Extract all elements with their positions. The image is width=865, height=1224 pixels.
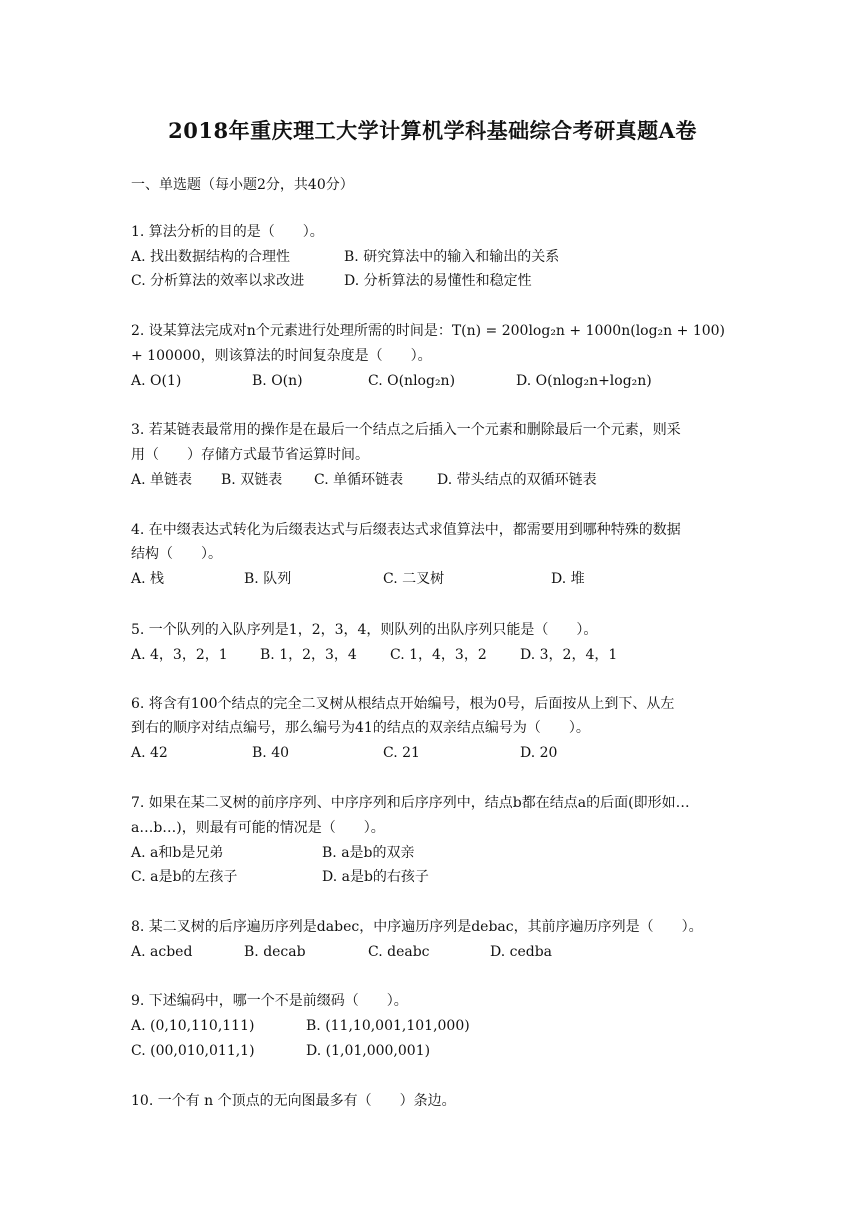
question-2-stem-line1: 2. 设某算法完成对n个元素进行处理所需的时间是：T(n) = 200log₂n + 1000n(log₂n + 100) (131, 323, 726, 339)
question-5-option-d: D. 3，2，4，1 (520, 647, 618, 663)
question-9-stem: 9. 下述编码中，哪一个不是前缀码（ ）。 (131, 993, 408, 1009)
question-1-option-c: C. 分析算法的效率以求改进 (131, 273, 305, 289)
question-7-stem-line2: a…b…)，则最有可能的情况是（ ）。 (131, 820, 385, 836)
question-4-stem-line1: 4. 在中缀表达式转化为后缀表达式与后缀表达式求值算法中，都需要用到哪种特殊的数据 (131, 522, 681, 538)
question-8-option-c: C. deabc (368, 944, 430, 960)
question-3-option-c: C. 单循环链表 (314, 472, 404, 488)
page-title: 2018年重庆理工大学计算机学科基础综合考研真题A卷 (168, 118, 697, 143)
question-6-option-a: A. 42 (131, 745, 168, 761)
question-8-stem: 8. 某二叉树的后序遍历序列是dabec，中序遍历序列是debac，其前序遍历序列是（ ）。 (131, 919, 703, 935)
question-6-stem-line2: 到右的顺序对结点编号，那么编号为41的结点的双亲结点编号为（ ）。 (131, 720, 590, 736)
question-9-option-b: B. (11,10,001,101,000) (306, 1018, 470, 1034)
question-2-option-a: A. O(1) (131, 373, 182, 389)
question-7-option-a: A. a和b是兄弟 (131, 845, 224, 861)
question-4-option-d: D. 堆 (551, 571, 585, 587)
question-4-stem-line2: 结构（ ）。 (131, 546, 222, 562)
question-8-option-b: B. decab (244, 944, 306, 960)
question-8-option-d: D. cedba (490, 944, 553, 960)
question-10-stem: 10. 一个有 n 个顶点的无向图最多有（ ）条边。 (131, 1093, 456, 1109)
question-1-option-d: D. 分析算法的易懂性和稳定性 (344, 273, 532, 289)
question-1-option-b: B. 研究算法中的输入和输出的关系 (344, 249, 560, 265)
question-4-option-c: C. 二叉树 (383, 571, 445, 587)
question-3-option-b: B. 双链表 (221, 472, 283, 488)
question-6-option-c: C. 21 (383, 745, 420, 761)
question-3-stem-line1: 3. 若某链表最常用的操作是在最后一个结点之后插入一个元素和删除最后一个元素，则采 (131, 422, 681, 438)
question-4-option-a: A. 栈 (131, 571, 165, 587)
question-3-option-a: A. 单链表 (131, 472, 193, 488)
question-5-option-c: C. 1，4，3，2 (390, 647, 487, 663)
question-6-option-b: B. 40 (252, 745, 290, 761)
question-8-option-a: A. acbed (131, 944, 193, 960)
question-9-option-d: D. (1,01,000,001) (306, 1043, 431, 1059)
question-3-option-d: D. 带头结点的双循环链表 (437, 472, 597, 488)
question-2-option-d: D. O(nlog₂n+log₂n) (516, 373, 652, 389)
question-4-option-b: B. 队列 (244, 571, 292, 587)
question-5-option-b: B. 1，2，3，4 (260, 647, 357, 663)
question-2-stem-line2: + 100000，则该算法的时间复杂度是（ ）。 (131, 348, 432, 364)
question-7-stem-line1: 7. 如果在某二叉树的前序序列、中序序列和后序序列中，结点b都在结点a的后面(即形如… (131, 795, 690, 811)
question-6-stem-line1: 6. 将含有100个结点的完全二叉树从根结点开始编号，根为0号，后面按从上到下、从左 (131, 696, 675, 712)
question-5-stem: 5. 一个队列的入队序列是1，2，3，4，则队列的出队序列只能是（ ）。 (131, 622, 598, 638)
question-1-option-a: A. 找出数据结构的合理性 (131, 249, 291, 265)
question-6-option-d: D. 20 (520, 745, 558, 761)
question-3-stem-line2: 用（ ）存储方式最节省运算时间。 (131, 447, 369, 463)
section-heading: 一、单选题（每小题2分，共40分） (131, 177, 354, 193)
question-5-option-a: A. 4，3，2，1 (131, 647, 228, 663)
question-1-stem: 1. 算法分析的目的是（ ）。 (131, 224, 324, 240)
question-9-option-a: A. (0,10,110,111) (131, 1018, 255, 1034)
question-7-option-b: B. a是b的双亲 (322, 845, 415, 861)
question-9-option-c: C. (00,010,011,1) (131, 1043, 255, 1059)
question-2-option-c: C. O(nlog₂n) (368, 373, 456, 389)
question-7-option-c: C. a是b的左孩子 (131, 869, 238, 885)
question-7-option-d: D. a是b的右孩子 (322, 869, 429, 885)
question-2-option-b: B. O(n) (252, 373, 303, 389)
